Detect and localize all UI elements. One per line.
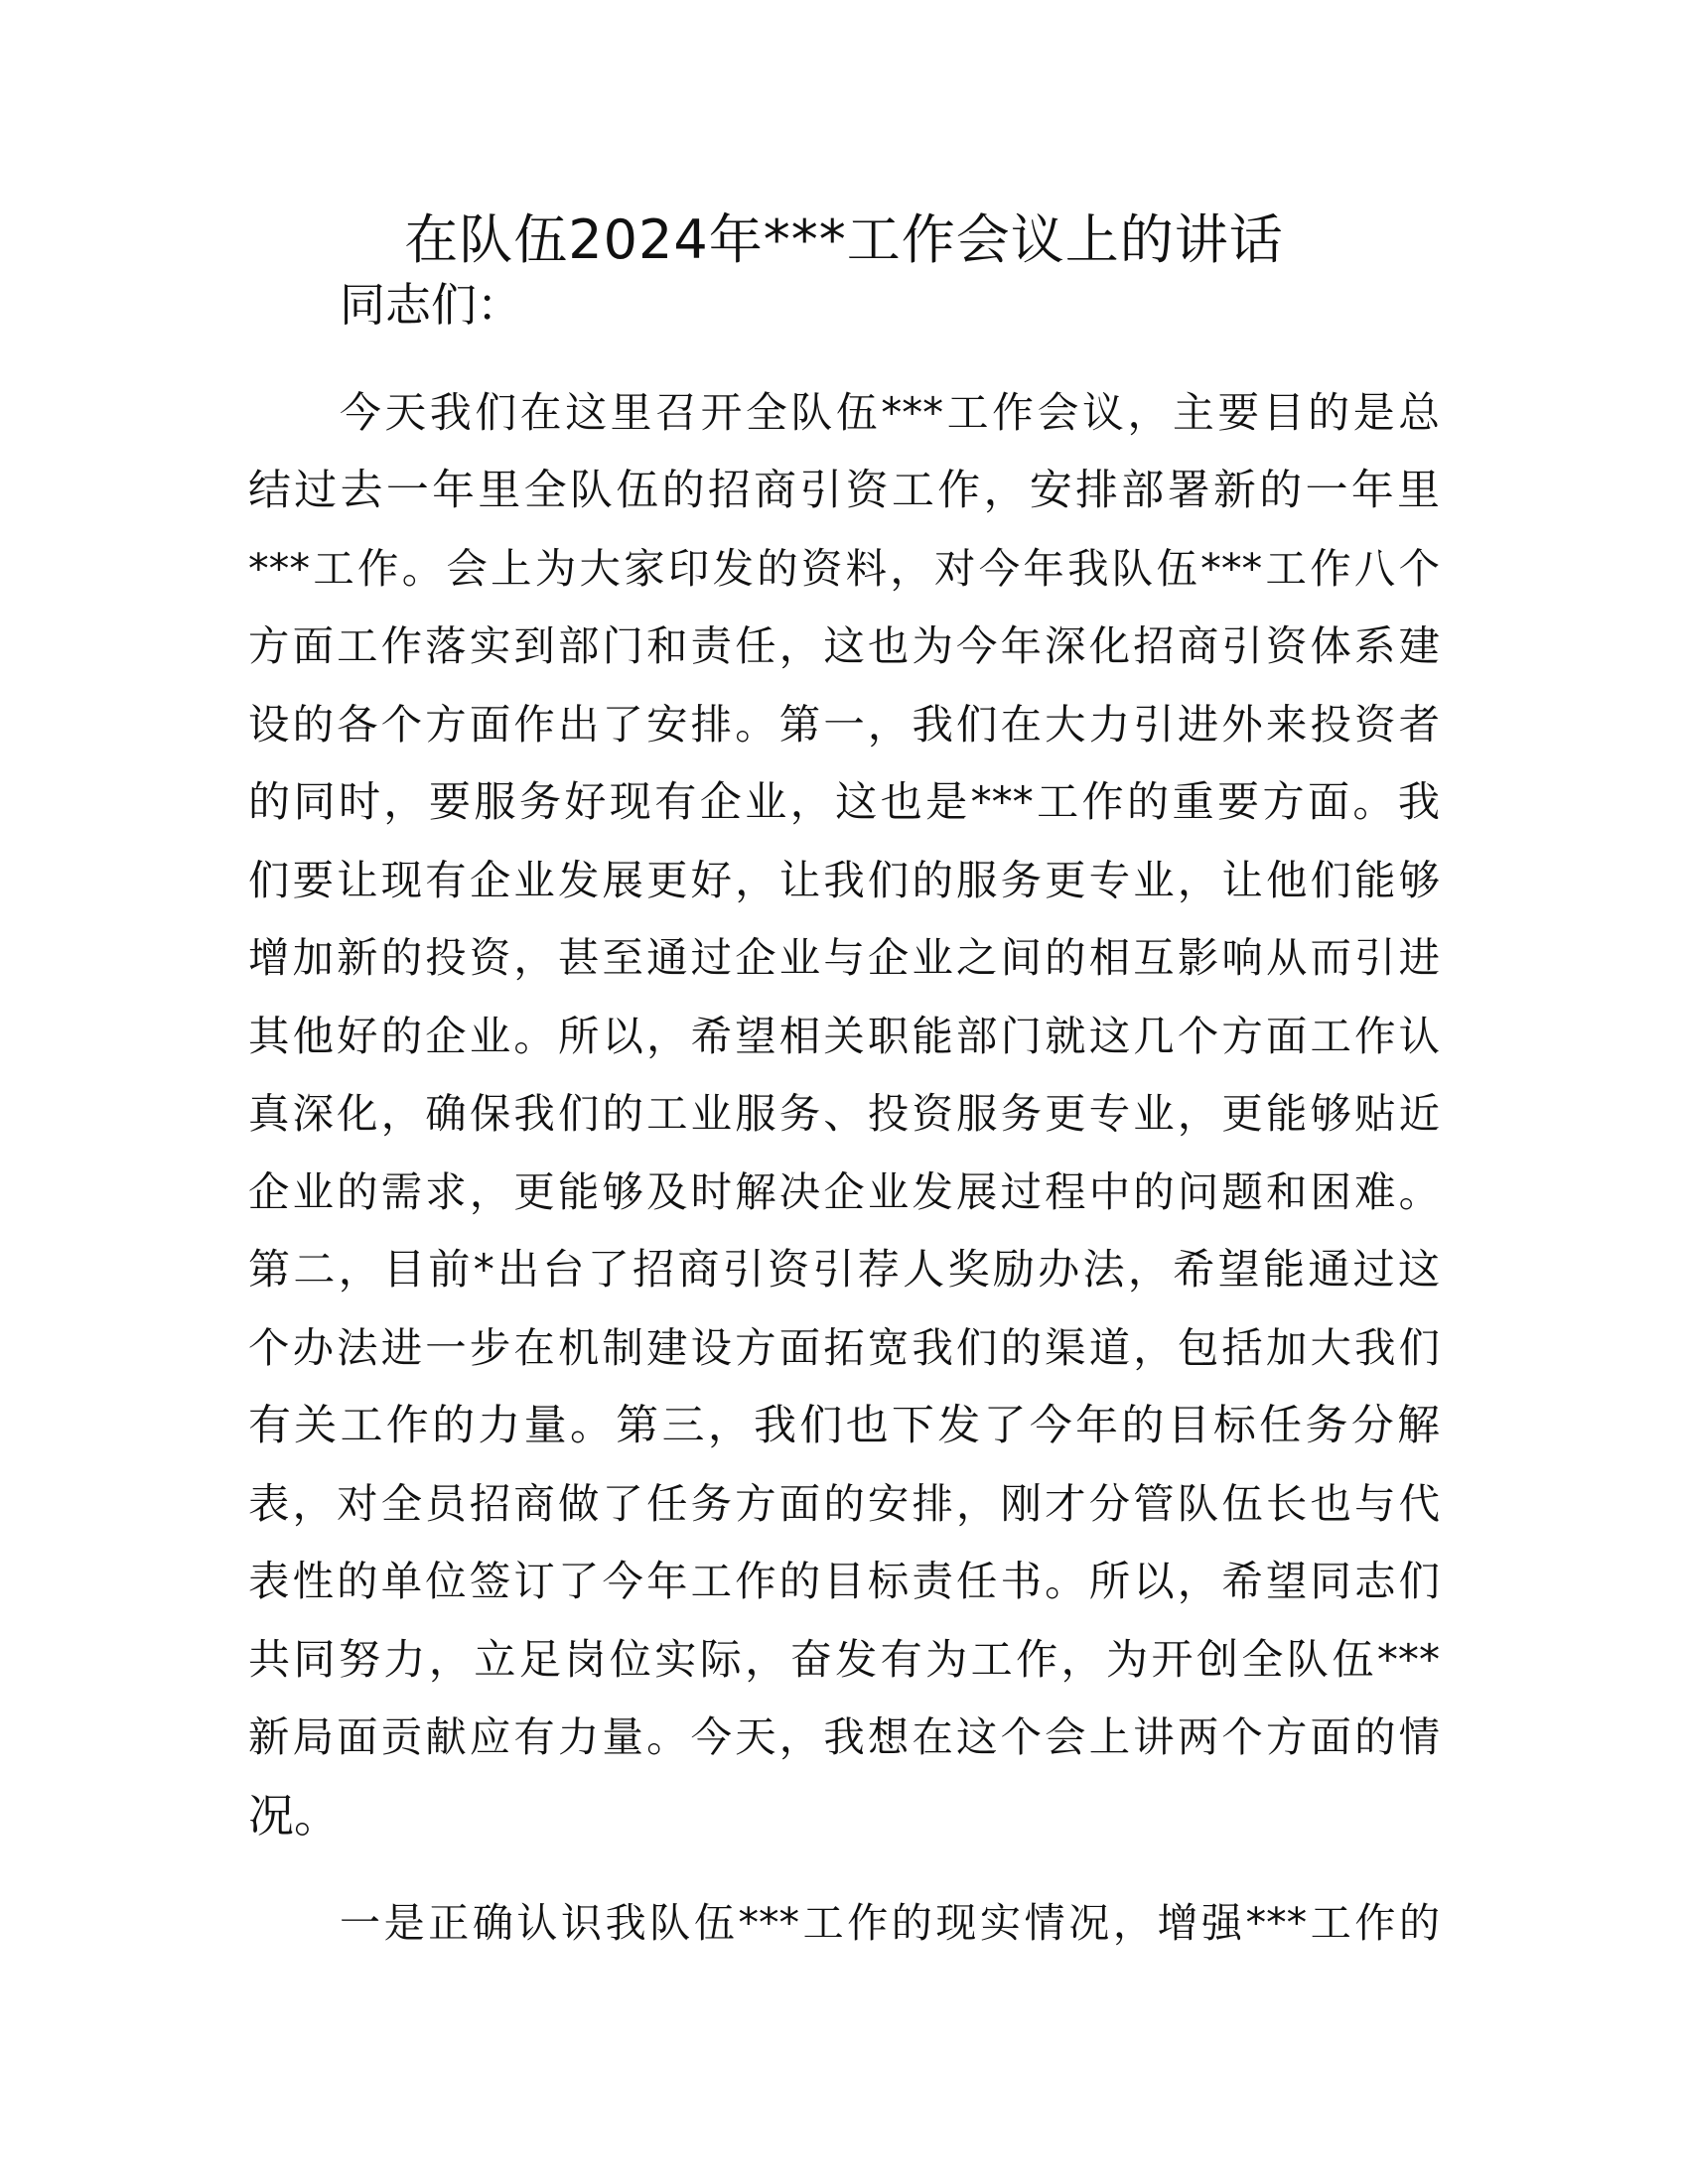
salutation: 同志们： <box>340 278 522 332</box>
paragraph-1-line: ***工作。会上为大家印发的资料，对今年我队伍***工作八个 <box>248 544 1440 593</box>
paragraph-1-line: 表，对全员招商做了任务方面的安排，刚才分管队伍长也与代 <box>248 1479 1440 1528</box>
paragraph-1-line: 真深化，确保我们的工业服务、投资服务更专业，更能够贴近 <box>248 1090 1440 1138</box>
paragraph-1-line: 方面工作落实到部门和责任，这也为今年深化招商引资体系建 <box>248 622 1440 670</box>
paragraph-1 <box>248 374 1440 1855</box>
paragraph-1-line: 况。 <box>248 1788 340 1843</box>
paragraph-1-line: 表性的单位签订了今年工作的目标责任书。所以，希望同志们 <box>248 1558 1440 1605</box>
document-title: 在队伍2024年***工作会议上的讲话 <box>404 208 1284 271</box>
paragraph-1-line: 有关工作的力量。第三，我们也下发了今年的目标任务分解 <box>248 1401 1440 1450</box>
paragraph-1-line: 个办法进一步在机制建设方面拓宽我们的渠道，包括加大我们 <box>248 1323 1440 1372</box>
paragraph-1-line: 结过去一年里全队伍的招商引资工作，安排部署新的一年里 <box>248 466 1440 515</box>
document-body <box>248 266 1440 1963</box>
paragraph-1-line: 共同努力，立足岗位实际，奋发有为工作，为开创全队伍*** <box>248 1634 1440 1684</box>
paragraph-1-line: 新局面贡献应有力量。今天，我想在这个会上讲两个方面的情 <box>248 1713 1440 1761</box>
paragraph-1-line: 其他好的企业。所以，希望相关职能部门就这几个方面工作认 <box>248 1012 1440 1060</box>
paragraph-1-line: 设的各个方面作出了安排。第一，我们在大力引进外来投资者 <box>248 700 1440 749</box>
paragraph-2-line: 一是正确认识我队伍***工作的现实情况，增强***工作的 <box>340 1899 1440 1947</box>
paragraph-1-line: 的同时，要服务好现有企业，这也是***工作的重要方面。我 <box>248 777 1440 826</box>
paragraph-2 <box>248 1884 1440 1963</box>
paragraph-1-line: 增加新的投资，甚至通过企业与企业之间的相互影响从而引进 <box>248 934 1440 982</box>
paragraph-1-line: 今天我们在这里召开全队伍***工作会议，主要目的是总 <box>340 387 1440 437</box>
paragraph-1-line: 第二，目前*出台了招商引资引荐人奖励办法，希望能通过这 <box>248 1245 1440 1294</box>
paragraph-1-line: 们要让现有企业发展更好，让我们的服务更专业，让他们能够 <box>248 856 1440 904</box>
paragraph-1-line: 企业的需求，更能够及时解决企业发展过程中的问题和困难。 <box>248 1167 1440 1216</box>
